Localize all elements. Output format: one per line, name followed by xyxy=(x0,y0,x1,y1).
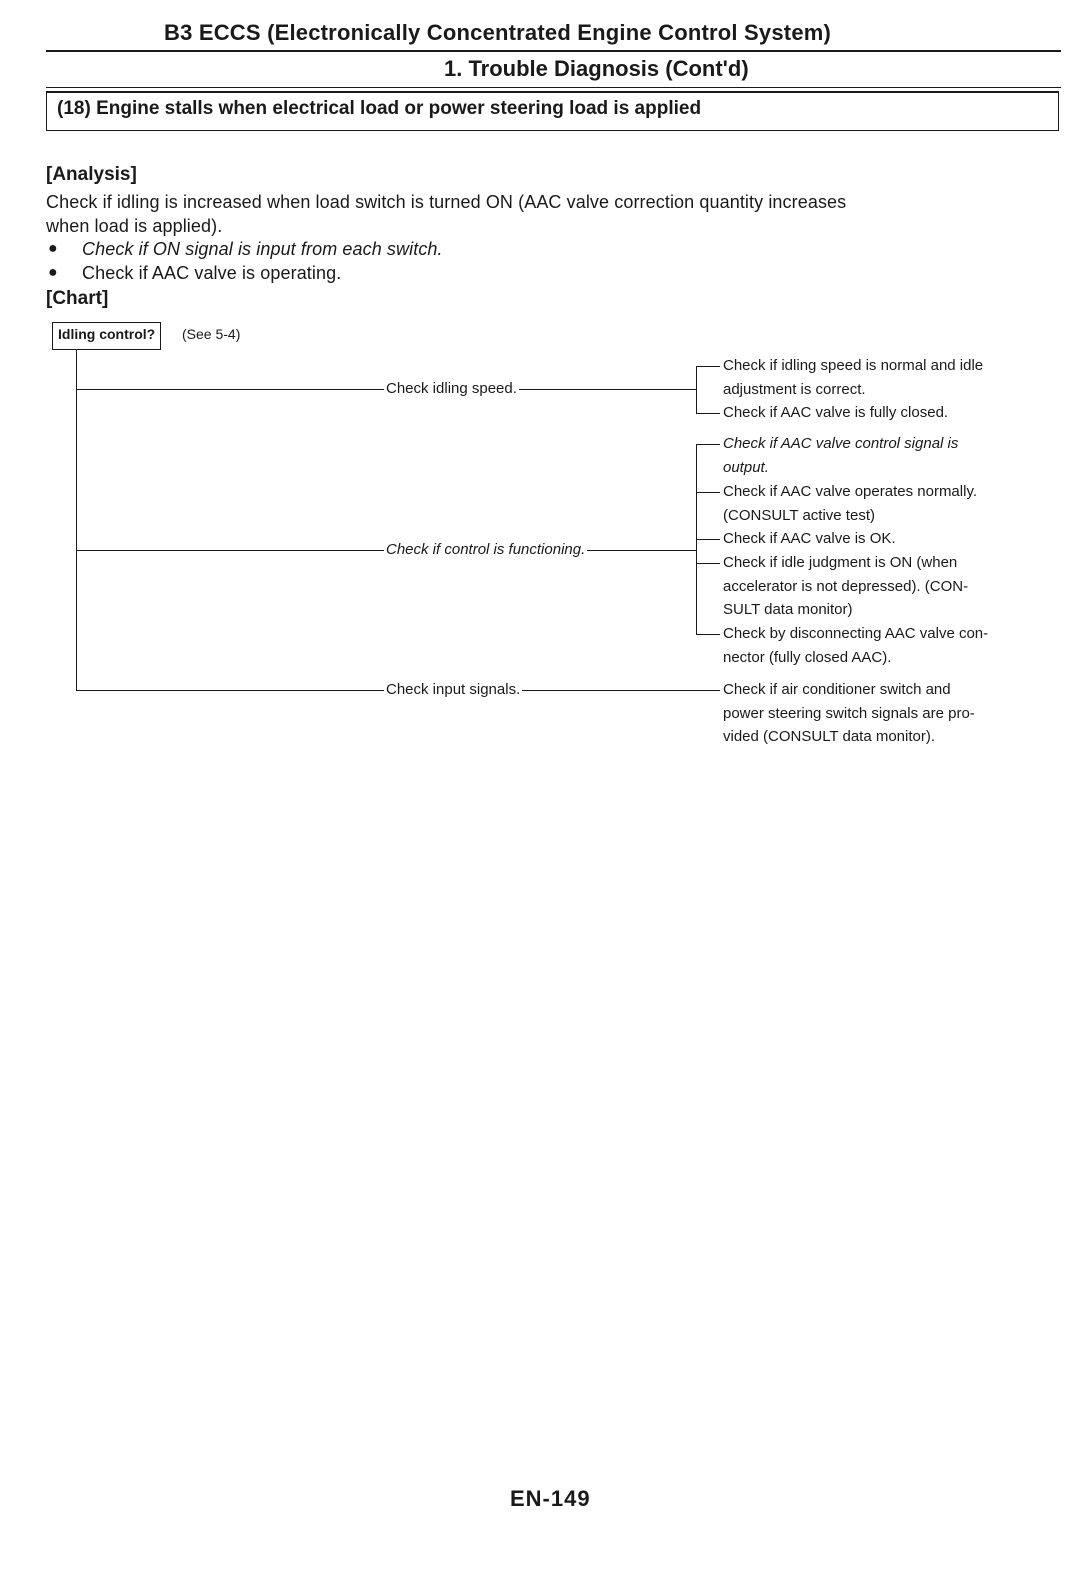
analysis-paragraph-line-1: Check if idling is increased when load switch is turned ON (AAC valve correction quantity increases xyxy=(46,192,847,212)
leaf-item xyxy=(723,527,1053,551)
bullet-icon: ● xyxy=(48,264,58,281)
branch-label-idling-speed: Check idling speed. xyxy=(386,380,517,397)
flowchart-leaf-connector xyxy=(696,413,720,414)
leaf-line: power steering switch signals are pro- xyxy=(723,704,975,722)
leaf-line: Check if AAC valve is fully closed. xyxy=(723,404,949,421)
leaf-item xyxy=(723,401,1053,425)
flowchart-leaf-connector xyxy=(696,563,720,564)
leaf-line: nector (fully closed AAC). xyxy=(723,648,892,666)
leaf-line: SULT data monitor) xyxy=(723,601,853,618)
leaf-item xyxy=(723,678,1053,749)
leaf-line: output. xyxy=(723,458,769,476)
flowchart-trunk-line xyxy=(76,350,77,690)
branch-label-control-functioning: Check if control is functioning. xyxy=(386,541,586,558)
flowchart-leaf-connector xyxy=(696,366,720,367)
leaf-line: Check if idle judgment is ON (when xyxy=(723,554,958,571)
page-number: EN-149 xyxy=(510,1486,591,1511)
chart-heading: [Chart] xyxy=(46,288,109,309)
flowchart-leaf-connector xyxy=(696,444,720,445)
section-subtitle: 1. Trouble Diagnosis (Cont'd) xyxy=(444,56,749,81)
leaf-line: Check if air conditioner switch and xyxy=(723,681,951,698)
analysis-paragraph-line-2: when load is applied). xyxy=(46,216,223,236)
leaf-item xyxy=(723,480,1053,527)
leaf-line: vided (CONSULT data monitor). xyxy=(723,728,936,745)
symptom-title: (18) Engine stalls when electrical load or power steering load is applied xyxy=(57,98,702,119)
analysis-heading: [Analysis] xyxy=(46,164,137,185)
bullet-icon: ● xyxy=(48,240,58,257)
leaf-line: Check if AAC valve operates normally. xyxy=(723,483,977,500)
header-divider xyxy=(46,50,1061,52)
leaf-line: Check if idling speed is normal and idle xyxy=(723,357,984,374)
flowchart-leaf-connector xyxy=(696,634,720,635)
leaf-line: (CONSULT active test) xyxy=(723,506,875,524)
flowchart-bracket-line xyxy=(696,366,697,413)
analysis-bullet: Check if AAC valve is operating. xyxy=(82,263,342,283)
chart-start-box: Idling control? xyxy=(52,322,161,350)
flowchart-leaf-connector xyxy=(696,492,720,493)
header-divider-2 xyxy=(46,87,1061,88)
chart-start-reference: (See 5-4) xyxy=(182,326,241,342)
leaf-item xyxy=(723,432,1053,479)
branch-label-input-signals: Check input signals. xyxy=(386,681,521,698)
leaf-item xyxy=(723,354,1053,401)
flowchart-leaf-connector xyxy=(696,539,720,540)
leaf-item xyxy=(723,551,1053,622)
leaf-line: Check by disconnecting AAC valve con- xyxy=(723,625,989,642)
leaf-line: adjustment is correct. xyxy=(723,380,866,398)
leaf-line: Check if AAC valve is OK. xyxy=(723,530,896,547)
leaf-line: Check if AAC valve control signal is xyxy=(723,435,959,452)
leaf-line: accelerator is not depressed). (CON- xyxy=(723,577,969,595)
leaf-item xyxy=(723,622,1053,669)
analysis-bullet: Check if ON signal is input from each switch. xyxy=(82,239,443,259)
page-title: B3 ECCS (Electronically Concentrated Engine Control System) xyxy=(164,20,832,45)
